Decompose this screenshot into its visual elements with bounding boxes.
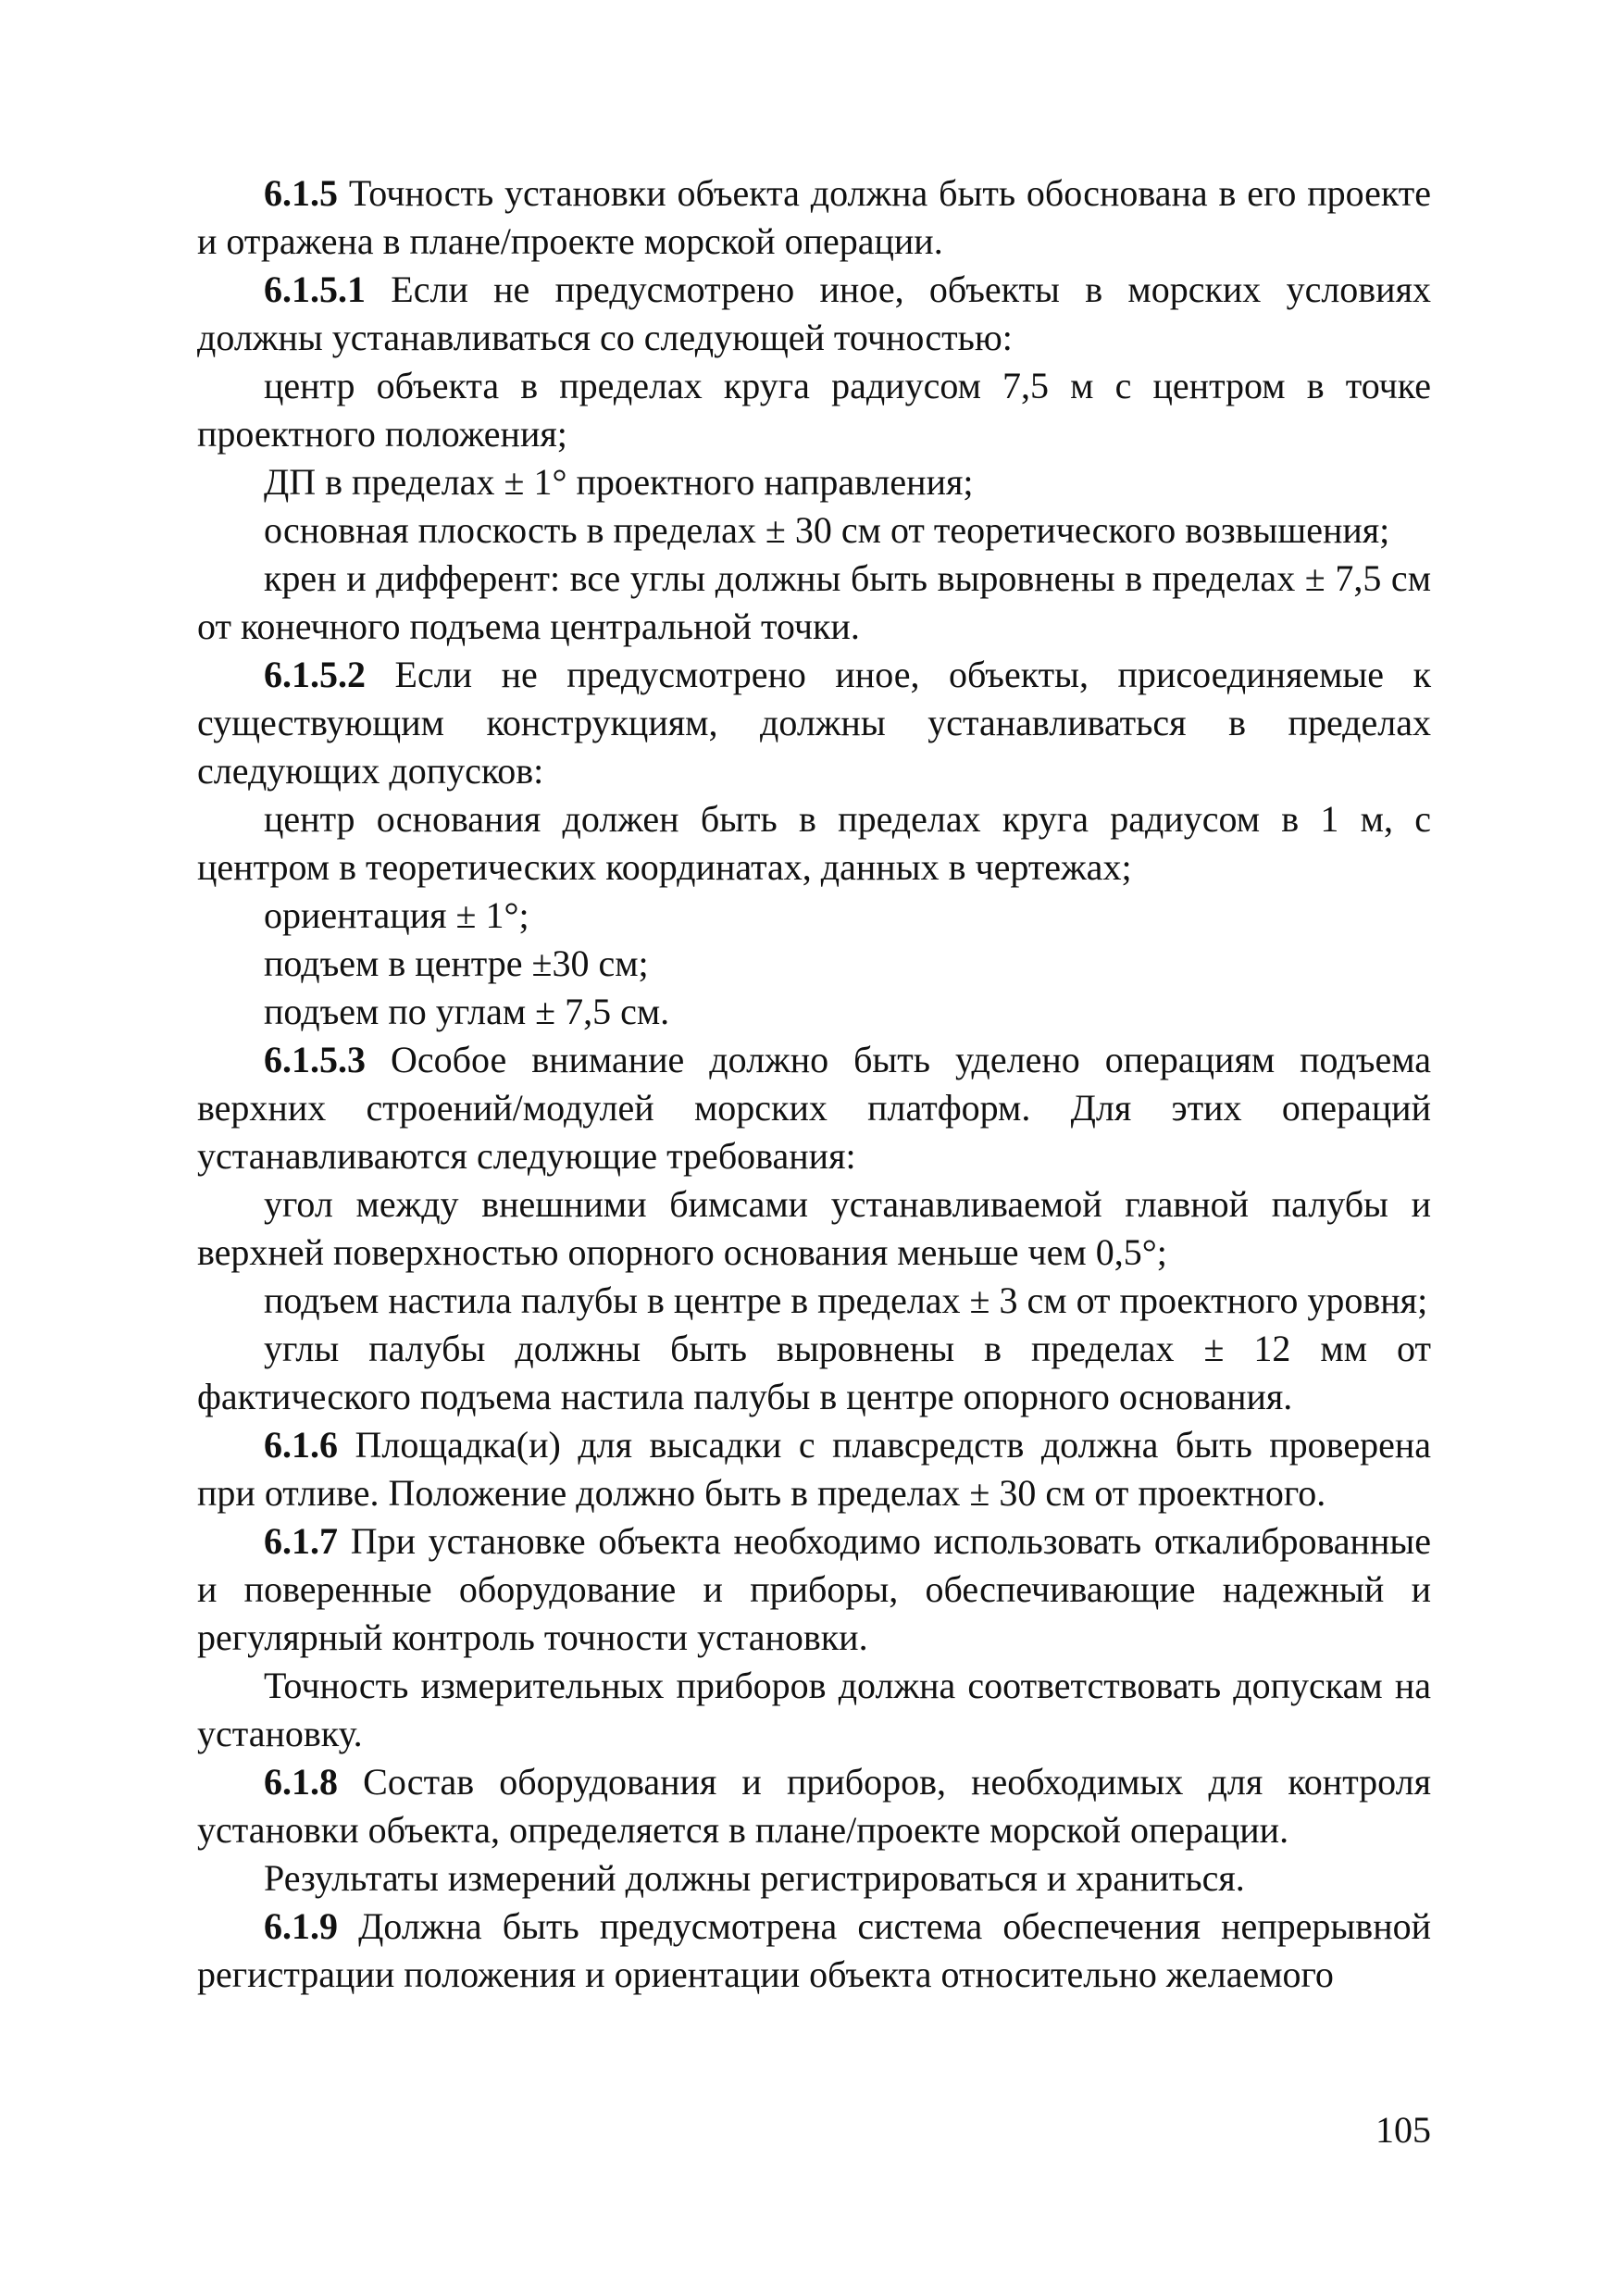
clause-number: 6.1.8 — [264, 1761, 338, 1803]
paragraph-6-1-6 — [197, 1421, 1431, 1517]
paragraph-text: крен и дифферент: все углы должны быть выровнены в пределах ± 7,5 см от конечного подъема центральной точки. — [197, 557, 1431, 647]
paragraph-text: Особое внимание должно быть уделено операциям подъема верхних строений/модулей морских платформ. Для этих операций устанавливаются следующие требования: — [197, 1039, 1431, 1177]
clause-number: 6.1.5.2 — [264, 654, 366, 695]
paragraph-text-block — [197, 1854, 1431, 1903]
paragraph-text: ориентация ± 1°; — [264, 894, 529, 936]
list-item — [197, 362, 1431, 458]
paragraph-text: угол между внешними бимсами устанавливаемой главной палубы и верхней поверхностью опорного основания меньше чем 0,5°; — [197, 1183, 1431, 1273]
paragraph-6-1-5-1 — [197, 266, 1431, 362]
paragraph-text: Площадка(и) для высадки с плавсредств должна быть проверена при отливе. Положение должно быть в пределах ± 30 см от проектного. — [197, 1424, 1431, 1514]
paragraph-text: углы палубы должны быть выровнены в пределах ± 12 мм от фактического подъема настила палубы в центре опорного основания. — [197, 1328, 1431, 1417]
paragraph-6-1-7 — [197, 1517, 1431, 1662]
paragraph-text: подъем по углам ± 7,5 см. — [264, 991, 670, 1032]
list-item — [197, 506, 1431, 555]
list-item — [197, 892, 1431, 940]
clause-number: 6.1.5 — [264, 172, 338, 214]
list-item — [197, 988, 1431, 1036]
clause-number: 6.1.5.3 — [264, 1039, 366, 1080]
paragraph-text: основная плоскость в пределах ± 30 см от теоретического возвышения; — [264, 509, 1390, 551]
list-item — [197, 795, 1431, 892]
paragraph-text: центр объекта в пределах круга радиусом 7,5 м с центром в точке проектного положения; — [197, 365, 1431, 455]
paragraph-text: подъем в центре ±30 см; — [264, 942, 649, 984]
paragraph-text: Точность установки объекта должна быть обоснована в его проекте и отражена в плане/проекте морской операции. — [197, 172, 1431, 262]
paragraph-text: Точность измерительных приборов должна соответствовать допускам на установку. — [197, 1665, 1431, 1754]
paragraph-text: подъем настила палубы в центре в пределах ± 3 см от проектного уровня; — [264, 1279, 1428, 1321]
list-item — [197, 1325, 1431, 1421]
list-item — [197, 940, 1431, 988]
page-number: 105 — [1375, 2109, 1431, 2151]
paragraph-text: Должна быть предусмотрена система обеспечения непрерывной регистрации положения и ориентации объекта относительно желаемого — [197, 1905, 1431, 1995]
paragraph-text: Если не предусмотрено иное, объекты в морских условиях должны устанавливаться со следующей точностью: — [197, 268, 1431, 358]
paragraph-6-1-5 — [197, 169, 1431, 266]
clause-number: 6.1.9 — [264, 1905, 338, 1947]
paragraph-text: центр основания должен быть в пределах круга радиусом в 1 м, с центром в теоретических координатах, данных в чертежах; — [197, 798, 1431, 888]
paragraph-text: Если не предусмотрено иное, объекты, присоединяемые к существующим конструкциям, должны устанавливаться в пределах следующих допусков: — [197, 654, 1431, 792]
list-item — [197, 458, 1431, 506]
paragraph-text: Состав оборудования и приборов, необходимых для контроля установки объекта, определяется в плане/проекте морской операции. — [197, 1761, 1431, 1851]
paragraph-text: При установке объекта необходимо использовать откалиброванные и поверенные оборудование и приборы, обеспечивающие надежный и регулярный контроль точности установки. — [197, 1520, 1431, 1658]
paragraph-6-1-5-3 — [197, 1036, 1431, 1180]
paragraph-text-block — [197, 1662, 1431, 1758]
clause-number: 6.1.7 — [264, 1520, 338, 1562]
list-item — [197, 1180, 1431, 1277]
clause-number: 6.1.6 — [264, 1424, 338, 1466]
paragraph-6-1-9 — [197, 1903, 1431, 1999]
list-item — [197, 555, 1431, 651]
document-page — [197, 169, 1431, 1999]
clause-number: 6.1.5.1 — [264, 268, 366, 310]
list-item — [197, 1277, 1431, 1325]
paragraph-text: Результаты измерений должны регистрироваться и храниться. — [264, 1857, 1245, 1899]
paragraph-text: ДП в пределах ± 1° проектного направления; — [264, 461, 974, 503]
paragraph-6-1-5-2 — [197, 651, 1431, 795]
paragraph-6-1-8 — [197, 1758, 1431, 1854]
